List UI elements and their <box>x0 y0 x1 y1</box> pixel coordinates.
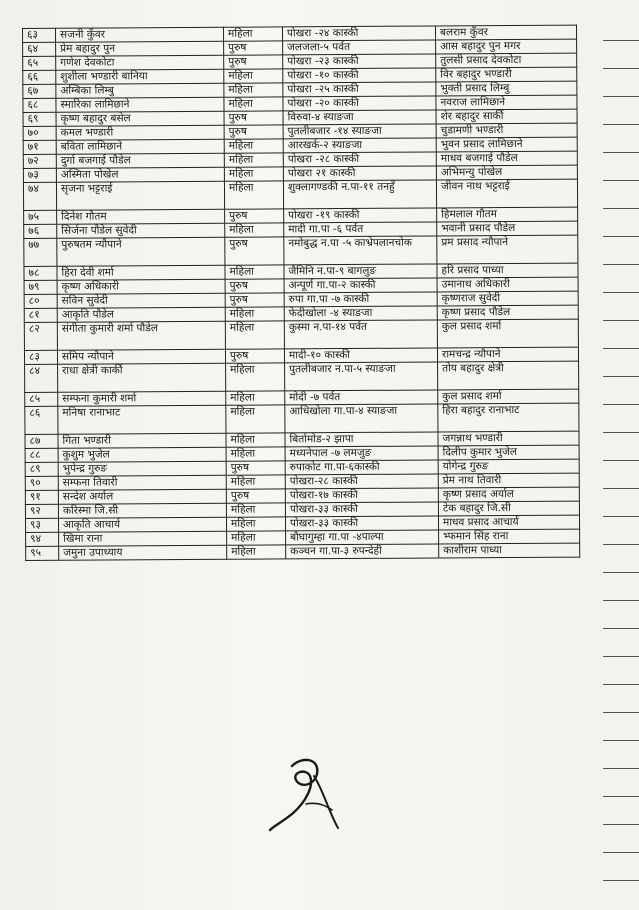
guardian-name-cell: जीवन नाथ भट्टराई <box>436 179 577 208</box>
margin-tick <box>603 124 639 125</box>
gender-cell: पुरुष <box>225 209 284 223</box>
serial-number-cell: ८४ <box>25 364 58 392</box>
margin-tick <box>603 488 639 489</box>
applicant-name-cell: मनिषा रानाभाट <box>58 405 226 434</box>
applicant-name-cell: हिरा देवी शर्मा <box>57 265 225 280</box>
gender-cell: महिला <box>226 405 285 433</box>
serial-number-cell: ९० <box>25 476 58 490</box>
applicant-name-cell: आकृति पौडेल <box>57 307 225 322</box>
margin-tick <box>603 208 639 209</box>
margin-tick <box>603 376 639 377</box>
address-cell: आरखर्क-२ स्याङजा <box>283 138 436 153</box>
margin-tick <box>603 432 639 433</box>
serial-number-cell: ८९ <box>25 462 58 476</box>
guardian-name-cell: कृष्ण प्रसाद पौडेल <box>437 305 578 320</box>
gender-cell: महिला <box>227 545 286 559</box>
applicant-name-cell: अम्बिका लिम्बु <box>56 83 224 98</box>
address-cell: कुस्मा न.पा-१४ पर्वत <box>284 320 437 349</box>
serial-number-cell: ७७ <box>24 238 57 266</box>
guardian-name-cell: भुक्ती प्रसाद लिम्बु <box>436 81 577 96</box>
margin-tick <box>603 292 639 293</box>
gender-cell: महिला <box>226 391 285 405</box>
applicant-name-cell: राधा क्षेत्री कार्की <box>58 363 226 392</box>
address-cell: पोखरा-१७ कास्की <box>285 488 438 503</box>
applicant-name-cell: शुशीला भण्डारी बानिया <box>56 69 224 84</box>
applicant-name-cell: प्रेम बहादुर पुन <box>56 41 224 56</box>
applicant-name-cell: कृष्ण अधिकारी <box>57 279 225 294</box>
guardian-name-cell: कुल प्रसाद शर्मा <box>437 319 578 348</box>
serial-number-cell: ७१ <box>23 140 56 154</box>
guardian-name-cell: योगेन्द्र गुरुङ <box>438 459 579 474</box>
margin-tick <box>603 572 639 573</box>
margin-tick <box>603 264 639 265</box>
applicant-name-cell: करिस्मा जि.सी <box>58 503 226 518</box>
gender-cell: पुरुष <box>224 55 283 69</box>
gender-cell: पुरुष <box>225 279 284 293</box>
gender-cell: पुरुष <box>225 349 284 363</box>
serial-number-cell: ७३ <box>23 168 56 182</box>
applicant-name-cell: दुर्गा बजगाई पौडेल <box>56 153 224 168</box>
guardian-name-cell: बलराम कुँवर <box>435 25 576 40</box>
margin-tick <box>603 68 639 69</box>
gender-cell: महिला <box>223 27 282 41</box>
address-cell: मादी गा.पा -६ पर्वत <box>284 222 437 237</box>
serial-number-cell: ६९ <box>23 112 56 126</box>
address-cell: मादी-१० कास्की <box>284 348 437 363</box>
address-cell: पोखरा -१० कास्की <box>283 68 436 83</box>
address-cell: फेदीखोला -४ स्याङजा <box>284 306 437 321</box>
address-cell: अन्पूर्ण गा.पा-२ कास्की <box>284 278 437 293</box>
guardian-name-cell: प्रम प्रसाद न्यौपाने <box>437 235 578 264</box>
address-cell: पोखरा-३३ कास्की <box>285 502 438 517</box>
guardian-name-cell: उमानाथ अधिकारी <box>437 277 578 292</box>
gender-cell: महिला <box>224 139 283 153</box>
guardian-name-cell: चुडामणी भण्डारी <box>436 123 577 138</box>
applicant-name-cell: कुशुम भुजेल <box>58 447 226 462</box>
address-cell: मोदी -७ पर्वत <box>285 390 438 405</box>
address-cell: पोखरा -१९ कास्की <box>284 208 437 223</box>
address-cell: बौघागुम्हा गा.पा -४पाल्पा <box>286 530 439 545</box>
address-cell: रुपा गा.पा -७ कास्की <box>284 292 437 307</box>
margin-tick <box>603 852 639 853</box>
applicant-name-cell: सविन सुवेदी <box>57 293 225 308</box>
serial-number-cell: ८५ <box>25 392 58 406</box>
address-cell: आधिखोला गा.पा-४ स्याङजा <box>285 404 438 433</box>
gender-cell: महिला <box>226 517 285 531</box>
margin-tick <box>603 768 639 769</box>
serial-number-cell: ८८ <box>25 448 58 462</box>
guardian-name-cell: तोय बहादुर क्षेत्री <box>438 361 579 390</box>
gender-cell: महिला <box>224 83 283 97</box>
address-cell: मध्यनेपाल -७ लमजुङ <box>285 446 438 461</box>
address-cell: पोखरा -२० कास्की <box>283 96 436 111</box>
guardian-name-cell: आस बहादुर पुन मगर <box>436 39 577 54</box>
margin-tick <box>603 320 639 321</box>
address-cell: पोखरा -२४ कास्की <box>282 26 435 41</box>
applicant-name-cell: सम्फना कुमारी शर्मा <box>58 391 226 406</box>
margin-tick <box>603 152 639 153</box>
gender-cell: महिला <box>226 503 285 517</box>
gender-cell: महिला <box>224 97 283 111</box>
applicant-name-cell: समिप न्यौपाने <box>57 349 225 364</box>
margin-tick <box>603 656 639 657</box>
applicant-name-cell: गणेश देवकोटा <box>56 55 224 70</box>
address-cell: विरुवा-४ स्याङजा <box>283 110 436 125</box>
serial-number-cell: ९२ <box>25 504 58 518</box>
handwritten-signature-icon <box>262 752 352 842</box>
serial-number-cell: ६३ <box>23 28 56 42</box>
applicant-name-cell: सजनी कुँवर <box>56 27 224 42</box>
serial-number-cell: ७० <box>23 126 56 140</box>
address-cell: रुपाकोट गा.पा-६कास्की <box>285 460 438 475</box>
table-row <box>26 543 580 560</box>
serial-number-cell: ८१ <box>24 308 57 322</box>
address-cell: पुतलीबजार न.पा-५ स्याङजा <box>285 362 438 391</box>
margin-tick <box>603 824 639 825</box>
address-cell: पोखरा -२५ कास्की <box>283 82 436 97</box>
applicant-name-cell: आकृति आचार्य <box>58 517 226 532</box>
guardian-name-cell: तुलसी प्रसाद देवकोटा <box>436 53 577 68</box>
address-cell: नमोबुद्ध न.पा -५ काभ्रेपलानचोक <box>284 236 437 265</box>
serial-number-cell: ९५ <box>26 546 59 560</box>
serial-number-cell: ७५ <box>24 210 57 224</box>
guardian-name-cell: रामचन्द्र न्यौपाने <box>437 347 578 362</box>
table-row <box>24 319 578 350</box>
gender-cell: पुरुष <box>224 41 283 55</box>
margin-tick <box>603 40 639 41</box>
gender-cell: महिला <box>224 69 283 83</box>
address-cell: पोखरा-२८ कास्की <box>285 474 438 489</box>
applicant-name-cell: पुरुषतम न्यौपाने <box>57 237 225 266</box>
margin-tick <box>603 180 639 181</box>
applicant-name-cell: संगीता कुमारी शर्मा पौडेल <box>57 321 225 350</box>
address-cell: पोखरा-३३ कास्की <box>285 516 438 531</box>
applicant-name-cell: कृष्ण बहादुर बसेल <box>56 111 224 126</box>
address-cell: कञ्चन गा.पा-३ रुपन्देही <box>286 544 439 559</box>
applicant-name-cell: कमल भण्डारी <box>56 125 224 140</box>
table-row <box>24 235 578 266</box>
address-cell: जैमिनि न.पा-९ बागलुङ <box>284 264 437 279</box>
gender-cell: महिला <box>225 321 284 349</box>
applicant-name-cell: दिनेश गौतम <box>57 209 225 224</box>
guardian-name-cell: विर बहादुर भण्डारी <box>436 67 577 82</box>
serial-number-cell: ९१ <box>25 490 58 504</box>
table-body <box>23 25 580 560</box>
applicant-name-cell: सृजना भट्टराई <box>56 181 224 210</box>
gender-cell: पुरुष <box>224 111 283 125</box>
guardian-name-cell: हिरा बहादुर रानाभाट <box>438 403 579 432</box>
applicant-name-cell: सिर्जना पौडेल सुवेदी <box>57 223 225 238</box>
guardian-name-cell: प्रेम नाथ तिवारी <box>438 473 579 488</box>
applicant-name-cell: अस्मिता पोखेल <box>56 167 224 182</box>
address-cell: पुतलीबजार -१४ स्याङजा <box>283 124 436 139</box>
applicant-name-cell: स्मारिका लामिछाने <box>56 97 224 112</box>
serial-number-cell: ६८ <box>23 98 56 112</box>
serial-number-cell: ७८ <box>24 266 57 280</box>
applicant-name-cell: सन्देश अर्याल <box>58 489 226 504</box>
margin-tick <box>603 600 639 601</box>
margin-tick <box>603 880 639 881</box>
guardian-name-cell: हिमलाल गौतम <box>437 207 578 222</box>
guardian-name-cell: कृष्णराज सुवेदी <box>437 291 578 306</box>
guardian-name-cell: काशीराम पाध्या <box>439 543 580 558</box>
margin-rule-marks <box>579 0 639 910</box>
guardian-name-cell: दिलीप कुमार भुजेल <box>438 445 579 460</box>
margin-tick <box>603 516 639 517</box>
address-cell: पोखरा -२८ कास्की <box>283 152 436 167</box>
gender-cell: महिला <box>226 447 285 461</box>
gender-cell: महिला <box>224 167 283 181</box>
margin-tick <box>603 96 639 97</box>
serial-number-cell: ७२ <box>23 154 56 168</box>
serial-number-cell: ८६ <box>25 406 58 434</box>
serial-number-cell: ६४ <box>23 42 56 56</box>
margin-tick <box>603 236 639 237</box>
serial-number-cell: ६७ <box>23 84 56 98</box>
serial-number-cell: ८० <box>24 294 57 308</box>
applicant-name-cell: सम्फना तिवारी <box>58 475 226 490</box>
gender-cell: महिला <box>225 307 284 321</box>
gender-cell: महिला <box>226 433 285 447</box>
guardian-name-cell: हरि प्रसाद पाध्या <box>437 263 578 278</box>
serial-number-cell: ८७ <box>25 434 58 448</box>
applicant-table <box>22 25 580 561</box>
guardian-name-cell: नवराज लामिछाने <box>436 95 577 110</box>
margin-tick <box>603 460 639 461</box>
serial-number-cell: ८३ <box>24 350 57 364</box>
address-cell: शुक्लागण्डकी न.पा-११ तनहुँ <box>283 180 436 209</box>
guardian-name-cell: भुवन प्रसाद लामिछाने <box>436 137 577 152</box>
serial-number-cell: ९३ <box>25 518 58 532</box>
serial-number-cell: ६५ <box>23 56 56 70</box>
address-cell: जलजला-५ पर्वत <box>283 40 436 55</box>
guardian-name-cell: टेक बहादुर जि.सी <box>438 501 579 516</box>
guardian-name-cell: कृष्ण प्रसाद अर्याल <box>438 487 579 502</box>
margin-tick <box>603 796 639 797</box>
gender-cell: महिला <box>227 531 286 545</box>
guardian-name-cell: भवानी प्रसाद पौडेल <box>437 221 578 236</box>
guardian-name-cell: माधव बजगाई पौडेल <box>436 151 577 166</box>
gender-cell: महिला <box>224 181 283 209</box>
serial-number-cell: ७६ <box>24 224 57 238</box>
serial-number-cell: ६६ <box>23 70 56 84</box>
gender-cell: पुरुष <box>224 125 283 139</box>
table-row <box>25 361 579 392</box>
serial-number-cell: ७४ <box>23 182 56 210</box>
guardian-name-cell: कुल प्रसाद शर्मा <box>438 389 579 404</box>
gender-cell: पुरुष <box>225 237 284 265</box>
margin-tick <box>603 544 639 545</box>
gender-cell: पुरुष <box>225 293 284 307</box>
margin-tick <box>603 712 639 713</box>
margin-tick <box>603 628 639 629</box>
serial-number-cell: ७९ <box>24 280 57 294</box>
margin-tick <box>603 348 639 349</box>
gender-cell: महिला <box>225 265 284 279</box>
gender-cell: महिला <box>224 153 283 167</box>
applicant-name-cell: बविता लामिछाने <box>56 139 224 154</box>
serial-number-cell: ९४ <box>26 532 59 546</box>
guardian-name-cell: माधव प्रसाद आचार्य <box>438 515 579 530</box>
address-cell: बिर्तामोड-२ झापा <box>285 432 438 447</box>
gender-cell: पुरुष <box>226 461 285 475</box>
gender-cell: पुरुष <box>226 489 285 503</box>
guardian-name-cell: जगन्नाथ भण्डारी <box>438 431 579 446</box>
address-cell: पोखरा -२३ कास्की <box>283 54 436 69</box>
guardian-name-cell: भ्फमान सिंह राना <box>439 529 580 544</box>
gender-cell: महिला <box>225 223 284 237</box>
serial-number-cell: ८२ <box>24 322 57 350</box>
applicant-name-cell: जमुना उपाध्याय <box>59 545 227 560</box>
margin-tick <box>603 684 639 685</box>
guardian-name-cell: शेर बहादुर सार्की <box>436 109 577 124</box>
gender-cell: महिला <box>226 475 285 489</box>
gender-cell: महिला <box>226 363 285 391</box>
table-row <box>23 179 577 210</box>
margin-tick <box>603 404 639 405</box>
table-row <box>25 403 579 434</box>
applicant-name-cell: खिमा राना <box>59 531 227 546</box>
guardian-name-cell: अभिमन्यु पोखेल <box>436 165 577 180</box>
applicant-name-cell: गिता भण्डारी <box>58 433 226 448</box>
applicant-name-cell: भुपेन्द्र गुरुङ <box>58 461 226 476</box>
address-cell: पोखरा २१ कास्की <box>283 166 436 181</box>
margin-tick <box>603 740 639 741</box>
